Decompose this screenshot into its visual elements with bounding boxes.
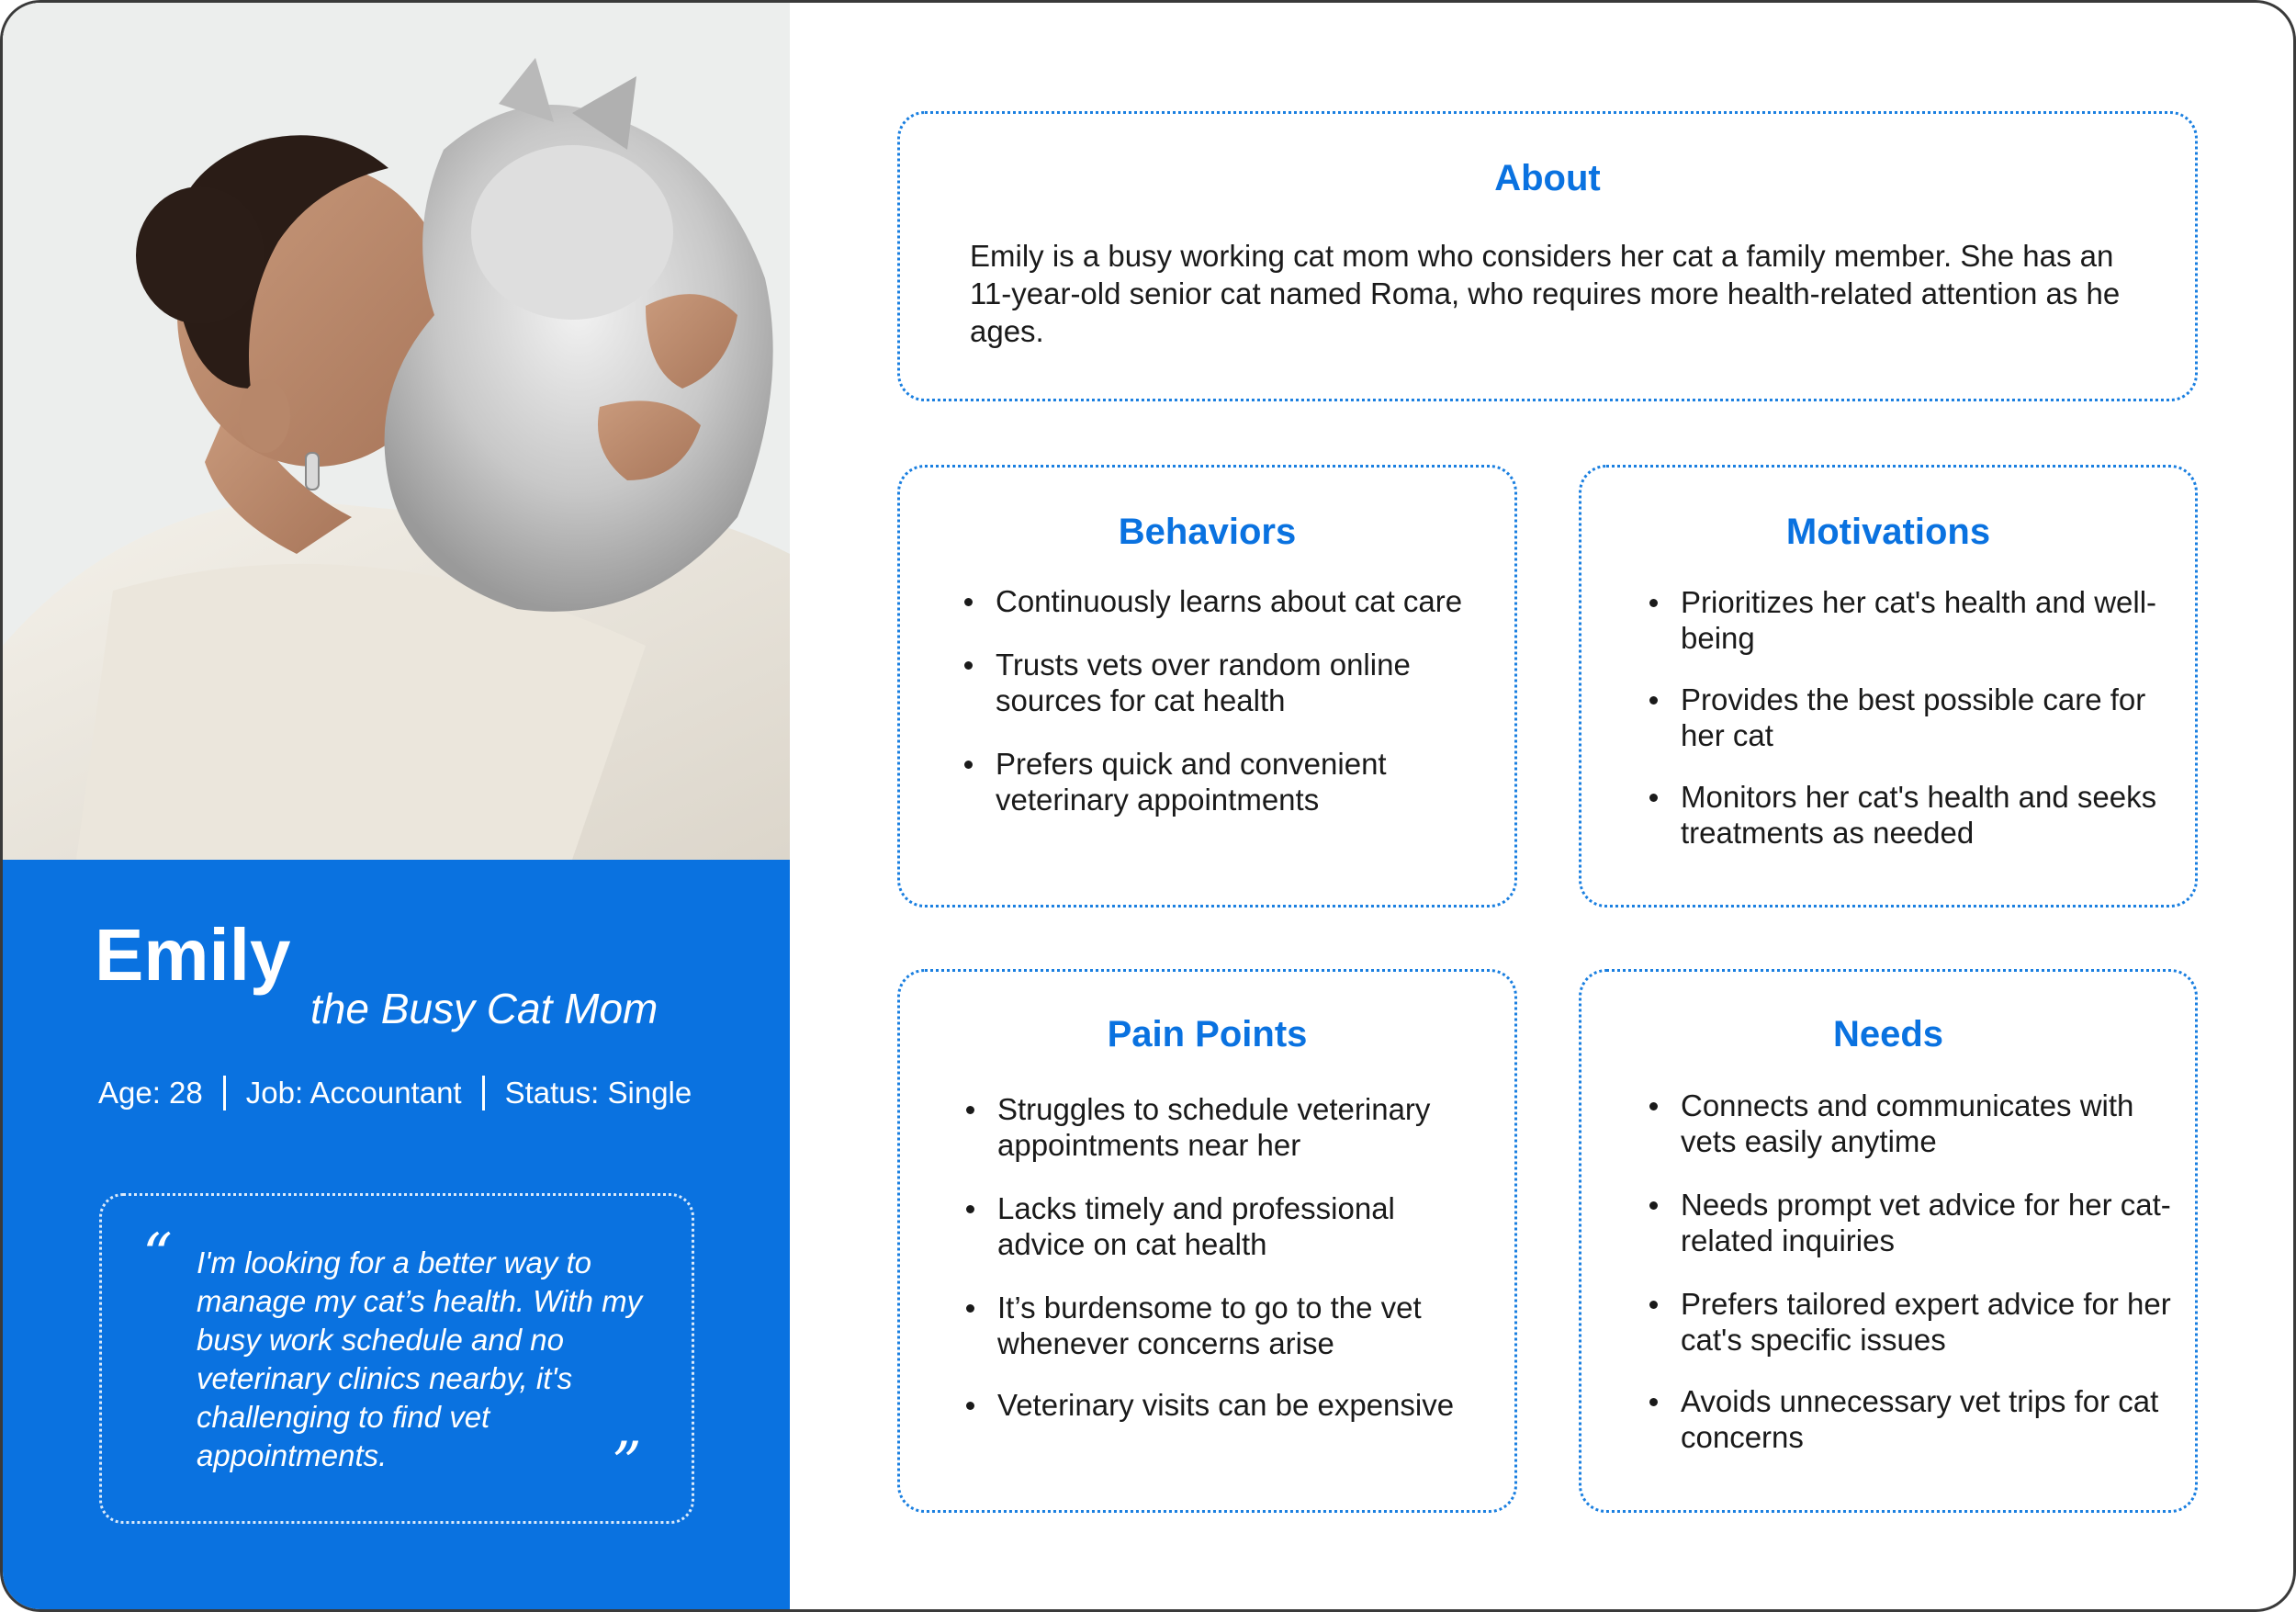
persona-quote-box bbox=[99, 1193, 694, 1524]
open-quote-icon: “ bbox=[142, 1222, 173, 1290]
persona-job: Job: Accountant bbox=[245, 1076, 462, 1110]
motivations-list bbox=[1646, 584, 2160, 851]
list-item: Avoids unnecessary vet trips for cat concerns bbox=[1646, 1383, 2178, 1455]
pain-points-list bbox=[962, 1091, 1477, 1423]
list-item: Prefers quick and convenient veterinary appointments bbox=[961, 746, 1475, 817]
persona-status: Status: Single bbox=[504, 1076, 692, 1110]
about-section bbox=[897, 111, 2198, 401]
divider bbox=[223, 1076, 226, 1110]
persona-quote: I'm looking for a better way to manage my cat’s health. With my busy work schedule and no veterinary clinics nearby, it's challenging to find vet appointments. bbox=[197, 1246, 643, 1472]
behaviors-title: Behaviors bbox=[1118, 512, 1297, 552]
pain-points-section bbox=[897, 969, 1517, 1513]
about-title: About bbox=[1494, 158, 1601, 198]
list-item: Monitors her cat's health and seeks treatments as needed bbox=[1646, 779, 2160, 851]
divider bbox=[482, 1076, 485, 1110]
motivations-section bbox=[1579, 465, 2198, 907]
persona-tagline: the Busy Cat Mom bbox=[310, 985, 658, 1032]
pain-points-title: Pain Points bbox=[1107, 1014, 1308, 1054]
list-item: Struggles to schedule veterinary appointments near her bbox=[962, 1091, 1477, 1163]
needs-title: Needs bbox=[1832, 1014, 1944, 1054]
persona-sidebar bbox=[3, 3, 790, 1612]
behaviors-section bbox=[897, 465, 1517, 907]
close-quote-icon: ” bbox=[612, 1430, 642, 1498]
motivations-title: Motivations bbox=[1785, 512, 1991, 552]
persona-info-panel bbox=[3, 860, 790, 1612]
list-item: Connects and communicates with vets easily anytime bbox=[1646, 1088, 2178, 1159]
list-item: It’s burdensome to go to the vet whenever concerns arise bbox=[962, 1290, 1477, 1361]
persona-facts bbox=[98, 1076, 692, 1110]
woman-kissing-cat-photo bbox=[3, 3, 790, 860]
list-item: Prioritizes her cat's health and well-being bbox=[1646, 584, 2160, 656]
list-item: Needs prompt vet advice for her cat-related inquiries bbox=[1646, 1187, 2178, 1258]
persona-name: Emily bbox=[95, 914, 291, 996]
list-item: Lacks timely and professional advice on cat health bbox=[962, 1190, 1477, 1262]
list-item: Prefers tailored expert advice for her cat's specific issues bbox=[1646, 1286, 2178, 1358]
needs-section bbox=[1579, 969, 2198, 1513]
persona-age: Age: 28 bbox=[98, 1076, 203, 1110]
list-item: Trusts vets over random online sources for cat health bbox=[961, 647, 1475, 718]
list-item: Veterinary visits can be expensive bbox=[962, 1387, 1477, 1423]
list-item: Continuously learns about cat care bbox=[961, 583, 1475, 619]
persona-photo bbox=[3, 3, 790, 860]
needs-list bbox=[1646, 1088, 2178, 1455]
list-item: Provides the best possible care for her cat bbox=[1646, 682, 2160, 753]
about-text: Emily is a busy working cat mom who considers her cat a family member. She has an 11-year-old senior cat named Roma, who requires more health-related attention as he ages. bbox=[970, 239, 2121, 348]
behaviors-list bbox=[961, 583, 1475, 817]
